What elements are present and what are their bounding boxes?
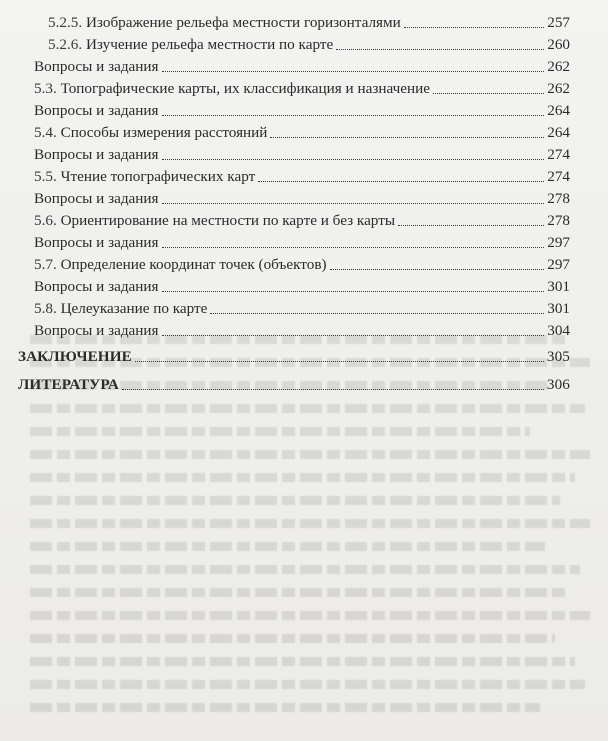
toc-entry-number: 5.8. xyxy=(34,300,57,317)
toc-entry-page: 297 xyxy=(547,234,570,251)
dot-leader xyxy=(210,313,544,314)
toc-entry-page: 297 xyxy=(547,256,570,273)
toc-entry xyxy=(34,278,570,296)
toc-entry xyxy=(34,168,570,186)
toc-entry-title: Чтение топографических карт xyxy=(60,168,256,185)
toc-entry-page: 274 xyxy=(547,168,570,185)
toc-entry-page: 305 xyxy=(546,348,570,365)
toc-entry-title: Способы измерения расстояний xyxy=(60,124,268,141)
toc-entry xyxy=(34,146,570,164)
dot-leader xyxy=(336,49,544,50)
dot-leader xyxy=(330,269,545,270)
dot-leader xyxy=(122,389,544,390)
toc-entry xyxy=(34,300,570,318)
toc-entry-conclusion xyxy=(18,348,570,366)
toc-entry xyxy=(34,58,570,76)
toc-entry-title: Изображение рельефа местности горизонталями xyxy=(85,14,401,31)
toc-entry-page: 264 xyxy=(547,102,570,119)
toc-entry-page: 262 xyxy=(547,58,570,75)
toc-entry-page: 304 xyxy=(547,322,570,339)
toc-entry-number: 5.4. xyxy=(34,124,57,141)
toc-entry-literature xyxy=(18,376,570,394)
dot-leader xyxy=(270,137,544,138)
toc-entry-page: 257 xyxy=(547,14,570,31)
dot-leader xyxy=(404,27,544,28)
dot-leader xyxy=(433,93,544,94)
toc-entry-title: ЗАКЛЮЧЕНИЕ xyxy=(18,348,132,365)
dot-leader xyxy=(162,115,545,116)
toc-entry-title: Топографические карты, их классификация и назначение xyxy=(60,80,430,97)
dot-leader xyxy=(398,225,544,226)
toc-entry-title: ЛИТЕРАТУРА xyxy=(18,376,119,393)
dot-leader xyxy=(135,361,544,362)
toc-entry xyxy=(34,234,570,252)
toc-entry-number: 5.3. xyxy=(34,80,57,97)
toc-entry-title: Вопросы и задания xyxy=(34,322,159,339)
toc-entry-number: 5.6. xyxy=(34,212,57,229)
toc-entry-page: 278 xyxy=(547,190,570,207)
toc-entry xyxy=(48,14,570,32)
toc-entry-title: Вопросы и задания xyxy=(34,102,159,119)
toc-entry-title: Вопросы и задания xyxy=(34,278,159,295)
toc-entry-page: 301 xyxy=(547,278,570,295)
toc-entry xyxy=(34,102,570,120)
toc-entry-title: Ориентирование на местности по карте и без карты xyxy=(60,212,396,229)
toc-entry-number: 5.2.5. xyxy=(48,14,83,31)
toc-entry-title: Вопросы и задания xyxy=(34,190,159,207)
toc-entry xyxy=(34,322,570,340)
toc-entry-title: Вопросы и задания xyxy=(34,146,159,163)
toc-entry-page: 264 xyxy=(547,124,570,141)
toc-entry xyxy=(34,256,570,274)
toc-entry-title: Целеуказание по карте xyxy=(60,300,208,317)
toc-entry xyxy=(34,190,570,208)
toc-entry-title: Вопросы и задания xyxy=(34,234,159,251)
toc-entry-page: 274 xyxy=(547,146,570,163)
dot-leader xyxy=(162,247,545,248)
toc-entry-number: 5.7. xyxy=(34,256,57,273)
toc-entry-page: 301 xyxy=(547,300,570,317)
toc-entry xyxy=(34,212,570,230)
toc-entry-page: 260 xyxy=(547,36,570,53)
toc-entry-number: 5.2.6. xyxy=(48,36,83,53)
dot-leader xyxy=(258,181,544,182)
toc-entry-number: 5.5. xyxy=(34,168,57,185)
dot-leader xyxy=(162,335,545,336)
toc-entry xyxy=(34,80,570,98)
toc-entry-page: 262 xyxy=(547,80,570,97)
dot-leader xyxy=(162,291,545,292)
toc-entry-page: 306 xyxy=(546,376,570,393)
toc-entry-title: Изучение рельефа местности по карте xyxy=(85,36,334,53)
toc-entry-title: Вопросы и задания xyxy=(34,58,159,75)
toc-entry-title: Определение координат точек (объектов) xyxy=(60,256,327,273)
dot-leader xyxy=(162,159,545,160)
dot-leader xyxy=(162,203,545,204)
toc-entry-page: 278 xyxy=(547,212,570,229)
toc-entry xyxy=(48,36,570,54)
bleed-through-text xyxy=(30,335,590,735)
toc-entry xyxy=(34,124,570,142)
dot-leader xyxy=(162,71,545,72)
